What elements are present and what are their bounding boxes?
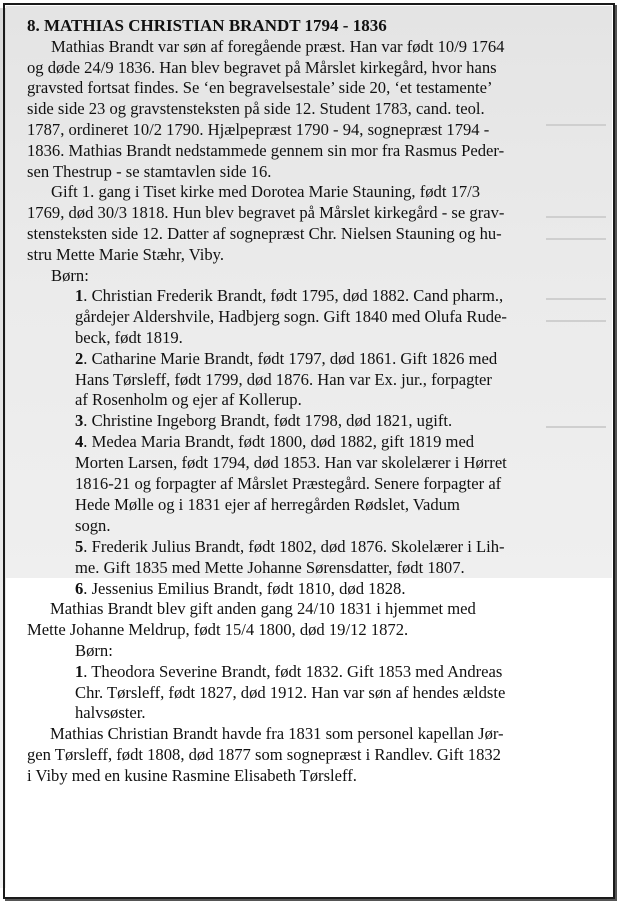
child-entry: 5. Frederik Julius Brandt, født 1802, død 1876. Skolelærer i Lih- me. Gift 1835 med Mette Johanne Sørensdatter, født 1807. [27,537,587,579]
text-line: stru Mette Marie Stæhr, Viby. [27,244,224,264]
child-number: 3 [75,411,84,431]
child-entry: 1. Christian Frederik Brandt, født 1795, død 1882. Cand pharm., gårdejer Aldershvile, Hadbjerg sogn. Gift 1840 med Olufa Rude- beck, født 1819. [27,286,587,348]
child-entry: 4. Medea Maria Brandt, født 1800, død 1882, gift 1819 med Morten Larsen, født 1794, død 1853. Han var skolelærer i Hørret 1816-21 og forpagter af Mårslet Præstegård. Senere forpagter af Hede Mølle og i 1831 ejer af herregården Rødslet, Vadum sogn. [27,432,587,537]
text-line: 1769, død 30/3 1818. Hun blev begravet på Mårslet kirkegård - se grav- [27,203,505,223]
text-line: Christine Ingeborg Brandt, født 1798, død 1821, ugift. [91,411,453,431]
text-line: Chr. Tørsleff, født 1827, død 1912. Han var søn af hendes ældste [75,682,506,702]
text-line: Jessenius Emilius Brandt, født 1810, død 1828. [91,578,406,598]
paragraph-second-marriage [27,599,587,641]
text-line: gårdejer Aldershvile, Hadbjerg sogn. Gift 1840 med Olufa Rude- [75,307,507,327]
text-line: side side 23 og gravstensteksten på side 12. Student 1783, cand. teol. [27,99,485,119]
child-number: 6 [75,578,84,598]
text-line: Mathias Christian Brandt havde fra 1831 som personel kapellan Jør- [50,724,504,744]
children-label: Børn: [75,640,113,660]
text-line: halvsøster. [75,703,146,723]
child-entry: 1. Theodora Severine Brandt, født 1832. Gift 1853 med Andreas Chr. Tørsleff, født 1827, død 1912. Han var søn af hendes ældste halvsøster. [27,662,587,724]
text-line: Gift 1. gang i Tiset kirke med Dorotea Marie Stauning, født 17/3 [51,182,481,202]
child-number: 4 [75,431,84,451]
paragraph-biography [27,37,587,183]
text-line: gen Tørsleff, født 1808, død 1877 som sognepræst i Randlev. Gift 1832 [27,744,501,764]
text-line: sogn. [75,516,111,536]
text-line: beck, født 1819. [75,327,183,347]
text-line: Hans Tørsleff, født 1799, død 1876. Han var Ex. jur., forpagter [75,369,492,389]
text-line: 1836. Mathias Brandt nedstammede gennem sin mor fra Rasmus Peder- [27,140,505,160]
children-list-second-marriage [27,662,587,724]
text-line: me. Gift 1835 med Mette Johanne Sørensdatter, født 1807. [75,557,465,577]
children-label: Børn: [51,265,89,285]
paragraph-chaplain [27,724,587,786]
document-body [27,16,587,786]
text-line: Christian Frederik Brandt, født 1795, død 1882. Cand pharm., [91,286,504,306]
text-line: Mathias Brandt var søn af foregående præst. Han var født 10/9 1764 [51,36,505,56]
text-line: gravsted fortsat findes. Se ‘en begravelsestale’ side 20, ‘et testamente’ [27,78,493,98]
section-heading: 8. MATHIAS CHRISTIAN BRANDT 1794 - 1836 [27,16,387,35]
text-line: Mathias Brandt blev gift anden gang 24/10 1831 i hjemmet med [50,599,476,619]
text-line: Theodora Severine Brandt, født 1832. Gift 1853 med Andreas [91,661,503,681]
paragraph-first-marriage [27,182,587,265]
text-line: 1816-21 og forpagter af Mårslet Præstegård. Senere forpagter af [75,473,502,493]
child-entry: 6. Jessenius Emilius Brandt, født 1810, død 1828. [75,578,406,598]
text-line: stensteksten side 12. Datter af sognepræst Chr. Nielsen Stauning og hu- [27,223,502,243]
text-line: 1787, ordineret 10/2 1790. Hjælpepræst 1790 - 94, sognepræst 1794 - [27,119,490,139]
child-entry: 2. Catharine Marie Brandt, født 1797, død 1861. Gift 1826 med Hans Tørsleff, født 1799, død 1876. Han var Ex. jur., forpagter af Rosenholm og ejer af Kollerup. [27,349,587,411]
child-number: 1 [75,286,84,306]
child-entry: 3. Christine Ingeborg Brandt, født 1798, død 1821, ugift. [75,411,453,431]
child-number: 5 [75,536,84,556]
text-line: Mette Johanne Meldrup, født 15/4 1800, død 19/12 1872. [27,620,409,640]
text-line: Catharine Marie Brandt, født 1797, død 1861. Gift 1826 med [91,348,498,368]
text-line: Medea Maria Brandt, født 1800, død 1882, gift 1819 med [91,431,475,451]
child-number: 2 [75,348,84,368]
children-list-first-marriage [27,286,587,599]
text-line: af Rosenholm og ejer af Kollerup. [75,390,302,410]
text-line: sen Thestrup - se stamtavlen side 16. [27,161,272,181]
text-line: og døde 24/9 1836. Han blev begravet på Mårslet kirkegård, hvor hans [27,57,497,77]
text-line: i Viby med en kusine Rasmine Elisabeth Tørsleff. [27,765,357,785]
child-number: 1 [75,661,84,681]
text-line: Morten Larsen, født 1794, død 1853. Han var skolelærer i Hørret [75,452,507,472]
text-line: Frederik Julius Brandt, født 1802, død 1876. Skolelærer i Lih- [91,536,505,556]
text-line: Hede Mølle og i 1831 ejer af herregården Rødslet, Vadum [75,495,460,515]
